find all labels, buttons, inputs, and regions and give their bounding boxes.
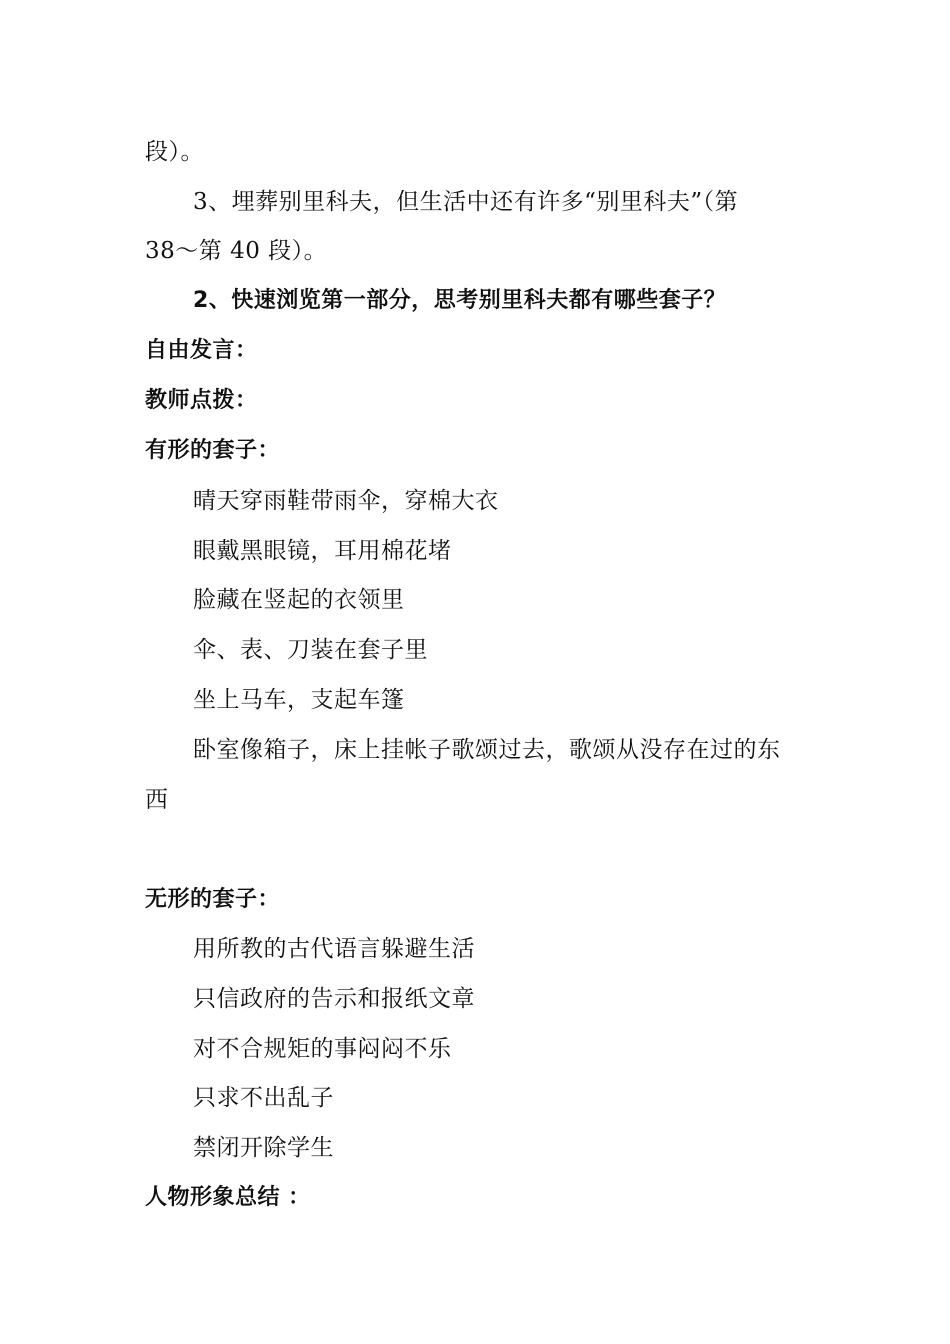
text-line-item-3-cont: 38～第 40 段）。 bbox=[145, 238, 328, 264]
list-item: 脸藏在竖起的衣领里 bbox=[193, 587, 405, 613]
heading-tangible-covers: 有形的套子： bbox=[145, 438, 281, 463]
question-heading: 2、快速浏览第一部分，思考别里科夫都有哪些套子？ bbox=[193, 288, 727, 313]
heading-free-speech: 自由发言： bbox=[145, 338, 258, 363]
heading-teacher-guidance: 教师点拨： bbox=[145, 388, 258, 413]
list-item: 坐上马车，支起车篷 bbox=[193, 687, 405, 713]
list-item: 对不合规矩的事闷闷不乐 bbox=[193, 1036, 452, 1062]
list-item: 只求不出乱子 bbox=[193, 1085, 334, 1111]
text-line-item-3: 3、埋葬别里科夫，但生活中还有许多“别里科夫”（第 bbox=[193, 189, 739, 215]
heading-character-summary: 人物形象总结 ： bbox=[145, 1185, 311, 1210]
list-item: 眼戴黑眼镜，耳用棉花堵 bbox=[193, 538, 452, 564]
list-item: 用所教的古代语言躲避生活 bbox=[193, 936, 475, 962]
list-item: 禁闭开除学生 bbox=[193, 1135, 334, 1161]
text-line-continuation: 段）。 bbox=[145, 139, 204, 165]
list-item: 伞、表、刀装在套子里 bbox=[193, 637, 428, 663]
list-item: 只信政府的告示和报纸文章 bbox=[193, 986, 475, 1012]
list-item: 晴天穿雨鞋带雨伞，穿棉大衣 bbox=[193, 488, 499, 514]
list-item-cont: 西 bbox=[145, 787, 169, 813]
list-item: 卧室像箱子，床上挂帐子歌颂过去，歌颂从没存在过的东 bbox=[193, 737, 781, 763]
heading-intangible-covers: 无形的套子： bbox=[145, 887, 281, 912]
